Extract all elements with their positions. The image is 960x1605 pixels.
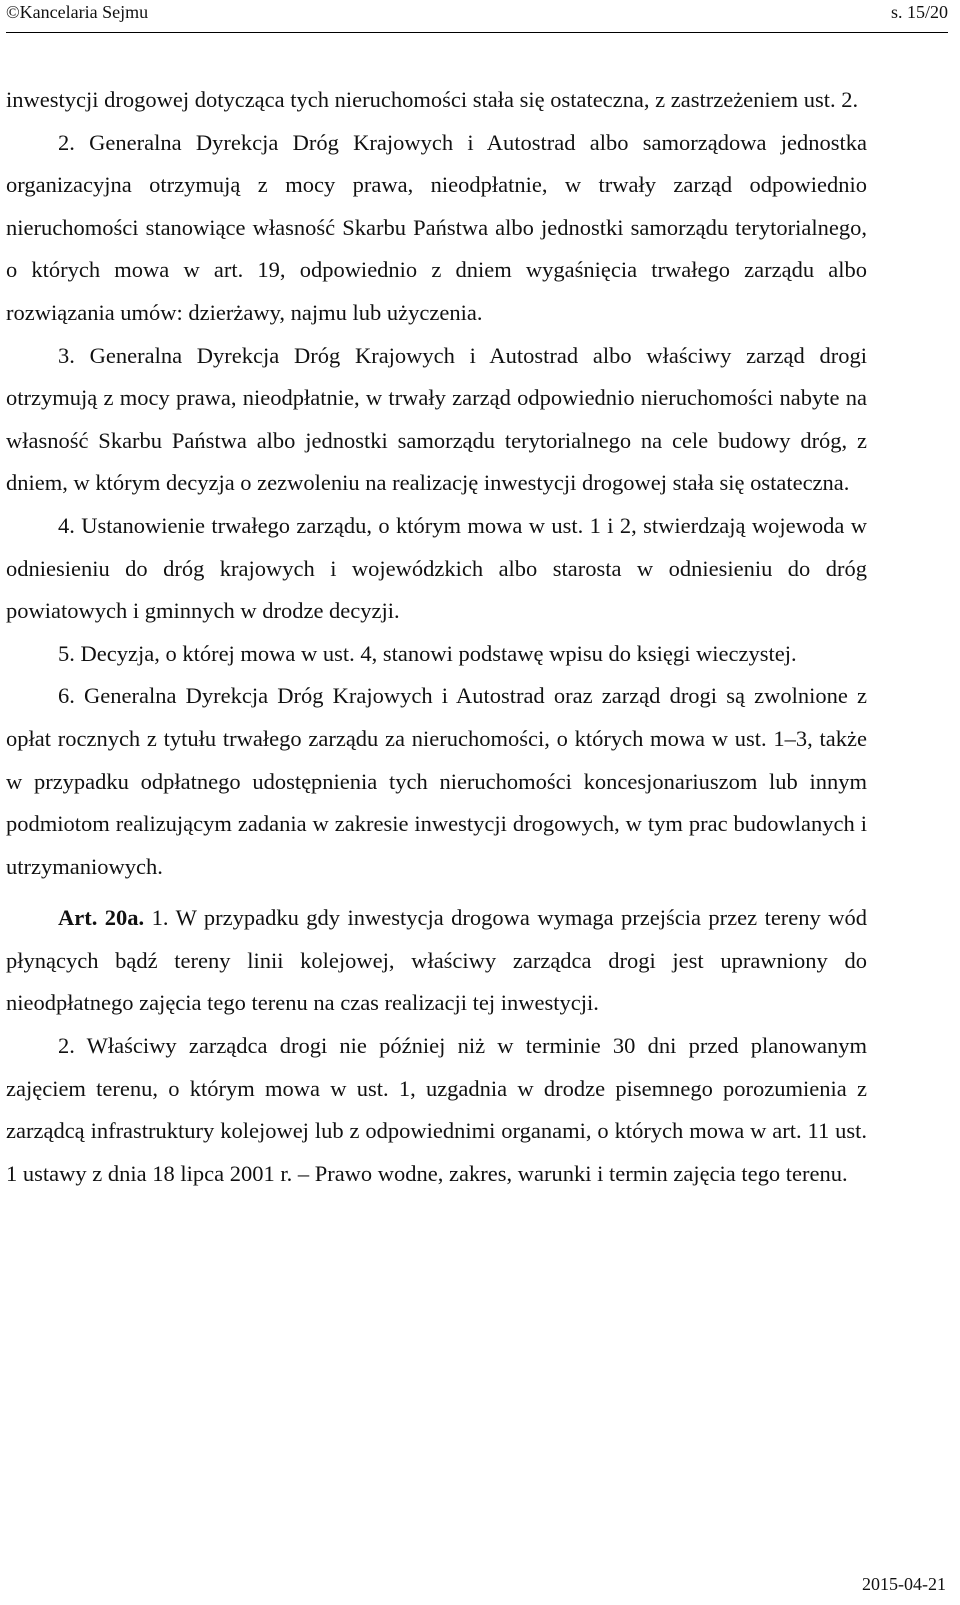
document-body (6, 79, 867, 1195)
header-copyright: ©Kancelaria Sejmu (6, 2, 149, 22)
article-20a-para-2: 2. Właściwy zarządca drogi nie później niż w terminie 30 dni przed planowanym zajęciem terenu, o którym mowa w ust. 1, uzgadnia w drodze pisemnego porozumienia z zarządcą infrastruktury kolejowej lub z odpowiednimi organami, o których mowa w art. 11 ust. 1 ustawy z dnia 18 lipca 2001 r. – Prawo wodne, zakres, warunki i termin zajęcia tego terenu. (6, 1033, 867, 1186)
page-header (6, 0, 948, 33)
paragraph-5: 5. Decyzja, o której mowa w ust. 4, stanowi podstawę wpisu do księgi wieczystej. (58, 640, 797, 666)
paragraph-4: 4. Ustanowienie trwałego zarządu, o którym mowa w ust. 1 i 2, stwierdzają wojewoda w odniesieniu do dróg krajowych i wojewódzkich albo starosta w odniesieniu do dróg powiatowych i gminnych w drodze decyzji. (6, 512, 867, 624)
paragraph-continuation: inwestycji drogowej dotycząca tych nieruchomości stała się ostateczna, z zastrzeżeniem ust. 2. (6, 87, 859, 112)
paragraph-2: 2. Generalna Dyrekcja Dróg Krajowych i Autostrad albo samorządowa jednostka organizacyjna otrzymują z mocy prawa, nieodpłatnie, w trwały zarząd odpowiednio nieruchomości stanowiące własność Skarbu Państwa albo jednostki samorządu terytorialnego, o których mowa w art. 19, odpowiednio z dniem wygaśnięcia trwałego zarządu albo rozwiązania umów: dzierżawy, najmu lub użyczenia. (6, 129, 867, 325)
footer-date: 2015-04-21 (862, 1574, 946, 1594)
paragraph-6: 6. Generalna Dyrekcja Dróg Krajowych i Autostrad oraz zarząd drogi są zwolnione z opłat rocznych z tytułu trwałego zarządu za nieruchomości, o których mowa w ust. 1–3, także w przypadku odpłatnego udostępnienia tych nieruchomości koncesjonariuszom lub innym podmiotom realizującym zadania w zakresie inwestycji drogowych, w tym prac budowlanych i utrzymaniowych. (6, 683, 867, 879)
header-page-number: s. 15/20 (890, 2, 948, 22)
article-20a-para-1 (6, 897, 867, 1025)
paragraph-3: 3. Generalna Dyrekcja Dróg Krajowych i Autostrad albo właściwy zarząd drogi otrzymują z mocy prawa, nieodpłatnie, w trwały zarząd odpowiednio nieruchomości nabyte na własność Skarbu Państwa albo jednostki samorządu terytorialnego na cele budowy dróg, z dniem, w którym decyzja o zezwoleniu na realizację inwestycji drogowej stała się ostateczna. (6, 342, 867, 496)
article-label: Art. 20a. (58, 905, 145, 931)
article-text: 1. W przypadku gdy inwestycja drogowa wymaga przejścia przez tereny wód płynących bądź tereny linii kolejowej, właściwy zarządca drogi jest uprawniony do nieodpłatnego zajęcia tego terenu na czas realizacji tej inwestycji. (6, 905, 867, 1016)
